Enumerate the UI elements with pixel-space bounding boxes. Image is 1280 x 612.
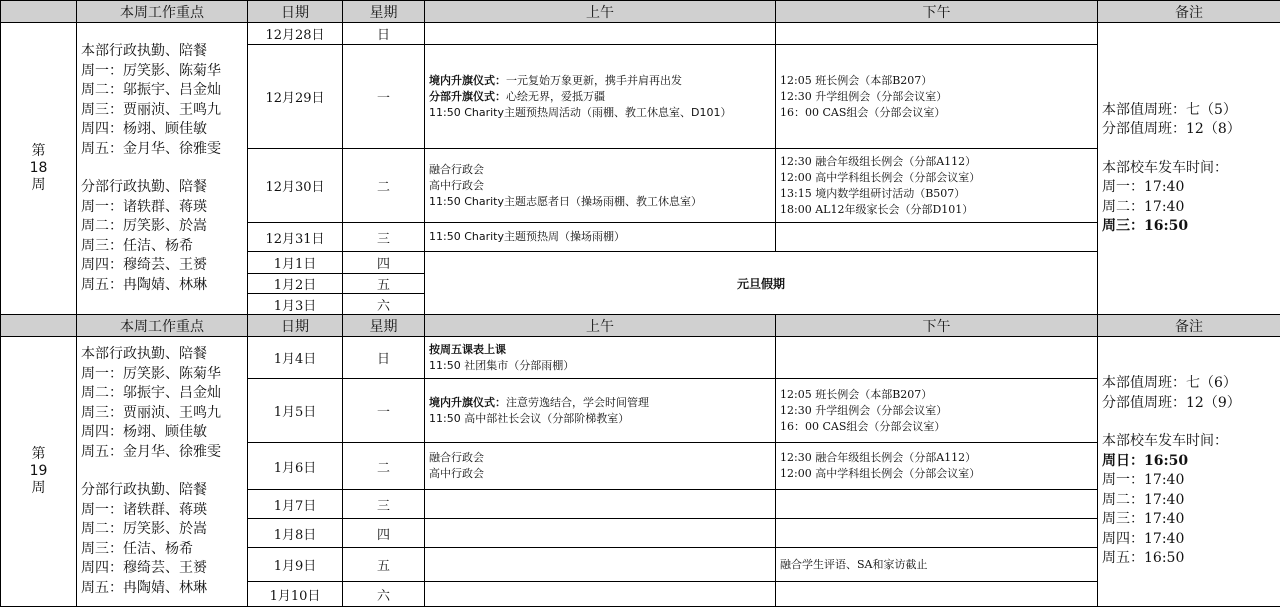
weekday-cell: 六 <box>343 294 425 315</box>
weekday-cell: 一 <box>343 379 425 443</box>
bus-time: 周二：17:40 <box>1102 198 1185 215</box>
am-item <box>429 358 775 374</box>
pm-cell <box>776 45 1098 149</box>
bus-time: 周日：16:50 <box>1102 452 1189 469</box>
date-cell: 1月6日 <box>248 443 343 490</box>
weekday-cell: 二 <box>343 149 425 223</box>
date-cell: 12月30日 <box>248 149 343 223</box>
am-item <box>429 229 775 245</box>
header-week <box>1 1 77 23</box>
header-notes: 备注 <box>1098 1 1280 23</box>
week-label-part: 周 <box>31 480 46 496</box>
weekday-cell: 日 <box>343 23 425 45</box>
weekday-cell: 五 <box>343 274 425 294</box>
date-cell: 1月1日 <box>248 252 343 274</box>
focus-main-duty: 周二：邬振宇、吕金灿 <box>81 82 221 98</box>
pm-item: 12:05 班长例会（本部B207） <box>780 387 933 401</box>
focus-gap <box>81 159 247 178</box>
duty-class-main: 本部值周班：七（5） <box>1102 101 1237 118</box>
pm-item: 12:00 高中学科组长例会（分部会议室） <box>780 170 981 184</box>
header-date: 日期 <box>248 1 343 23</box>
focus-branch-duty: 周五：冉陶婧、林琳 <box>81 276 207 293</box>
bus-time: 周五：16:50 <box>1102 550 1185 567</box>
focus-branch-duty: 周四：穆绮芸、王赟 <box>81 560 207 576</box>
bus-schedule-title: 本部校车发车时间： <box>1102 433 1228 450</box>
am-item-text: 心绘无界，爱抵万疆 <box>506 89 605 103</box>
focus-branch-duty: 周五：冉陶婧、林琳 <box>81 579 207 596</box>
weekday-cell: 四 <box>343 252 425 274</box>
weekday-cell: 六 <box>343 582 425 607</box>
am-cell <box>425 223 776 252</box>
week-label-part: 周 <box>31 177 46 193</box>
date-cell: 1月3日 <box>248 294 343 315</box>
am-item <box>429 395 775 411</box>
pm-cell <box>776 23 1098 45</box>
duty-class-branch: 分部值周班：12（9） <box>1102 394 1241 411</box>
pm-cell <box>776 223 1098 252</box>
header-weekday: 星期 <box>343 315 425 337</box>
week-label-part: 18 <box>29 160 48 176</box>
am-cell <box>425 548 776 582</box>
focus-branch-duty: 周二：厉笑影、於嵩 <box>81 521 207 537</box>
weekday-cell: 日 <box>343 337 425 379</box>
weekday-cell: 五 <box>343 548 425 582</box>
focus-main-duty: 周四：杨翊、顾佳敏 <box>81 424 207 440</box>
header-focus: 本周工作重点 <box>77 315 248 337</box>
pm-cell <box>776 582 1098 607</box>
focus-gap <box>81 462 247 481</box>
date-cell: 12月28日 <box>248 23 343 45</box>
pm-item: 12:30 升学组例会（分部会议室） <box>780 89 948 103</box>
focus-branch-duty: 周一：诸轶群、蒋瑛 <box>81 198 207 215</box>
pm-cell <box>776 149 1098 223</box>
am-cell <box>425 379 776 443</box>
am-item-title: 按周五课表上课 <box>429 342 506 356</box>
am-item-text: 注意劳逸结合，学会时间管理 <box>506 395 649 409</box>
focus-main-duty: 周三：贾丽浈、王鸣九 <box>81 404 221 421</box>
date-cell: 1月9日 <box>248 548 343 582</box>
notes-gap <box>1102 413 1280 432</box>
focus-branch-duty: 周二：厉笑影、於嵩 <box>81 218 207 234</box>
am-item-text: 11:50 Charity主题预热周活动（雨棚、教工休息室、D101） <box>429 105 732 119</box>
pm-cell <box>776 379 1098 443</box>
date-cell: 1月4日 <box>248 337 343 379</box>
pm-cell <box>776 490 1098 519</box>
pm-item: 13:15 境内数学组研讨活动（B507） <box>780 186 966 200</box>
am-item-text: 融合行政会 <box>429 451 484 464</box>
weekday-cell: 三 <box>343 223 425 252</box>
am-item-title: 境内升旗仪式： <box>429 395 506 409</box>
pm-cell <box>776 443 1098 490</box>
am-item-text: 融合行政会 <box>429 162 484 176</box>
header-am: 上午 <box>425 315 776 337</box>
focus-branch-duty: 周三：任洁、杨希 <box>81 540 193 557</box>
duty-class-main: 本部值周班：七（6） <box>1102 375 1237 392</box>
focus-branch-duty: 周一：诸轶群、蒋瑛 <box>81 501 207 518</box>
am-item <box>429 194 775 210</box>
am-item <box>429 89 775 105</box>
focus-cell <box>77 337 248 607</box>
am-item-text: 高中行政会 <box>429 467 484 480</box>
date-cell: 1月7日 <box>248 490 343 519</box>
header-row <box>1 315 1280 337</box>
weekday-cell: 一 <box>343 45 425 149</box>
pm-item: 16：00 CAS组会（分部会议室） <box>780 105 946 119</box>
am-item <box>429 162 775 178</box>
header-week <box>1 315 77 337</box>
focus-main-title: 本部行政执勤、陪餐 <box>81 346 207 362</box>
header-weekday: 星期 <box>343 1 425 23</box>
date-cell: 1月10日 <box>248 582 343 607</box>
date-cell: 12月31日 <box>248 223 343 252</box>
week-label-part: 第 <box>31 143 46 159</box>
am-item-text: 11:50 Charity主题预热周（操场雨棚） <box>429 230 625 243</box>
am-item-title: 境内升旗仪式： <box>429 73 506 87</box>
header-notes: 备注 <box>1098 315 1280 337</box>
duty-class-branch: 分部值周班：12（8） <box>1102 121 1241 137</box>
am-item-text: 11:50 社团集市（分部雨棚） <box>429 358 575 372</box>
am-item-text: 一元复始万象更新，携手并肩再出发 <box>506 73 682 87</box>
focus-branch-duty: 周四：穆绮芸、王赟 <box>81 257 207 273</box>
am-cell <box>425 490 776 519</box>
focus-main-duty: 周四：杨翊、顾佳敏 <box>81 121 207 137</box>
date-cell: 12月29日 <box>248 45 343 149</box>
pm-item: 12:30 升学组例会（分部会议室） <box>780 403 948 417</box>
bus-time: 周二：17:40 <box>1102 491 1185 508</box>
pm-cell <box>776 337 1098 379</box>
header-row <box>1 1 1280 23</box>
am-cell <box>425 582 776 607</box>
am-item <box>429 178 775 194</box>
am-item <box>429 466 775 482</box>
header-pm: 下午 <box>776 315 1098 337</box>
week-label-part: 19 <box>29 463 48 479</box>
header-date: 日期 <box>248 315 343 337</box>
week-label <box>1 23 77 315</box>
notes-cell <box>1098 337 1280 607</box>
focus-branch-title: 分部行政执勤、陪餐 <box>81 179 207 195</box>
am-cell <box>425 45 776 149</box>
focus-branch-duty: 周三：任洁、杨希 <box>81 237 193 254</box>
header-focus: 本周工作重点 <box>77 1 248 23</box>
day-row <box>1 23 1280 45</box>
am-item <box>429 450 775 466</box>
date-cell: 1月2日 <box>248 274 343 294</box>
bus-time: 周三：17:40 <box>1102 511 1185 528</box>
am-item-text: 11:50 高中部社长会议（分部阶梯教室） <box>429 411 630 425</box>
am-item <box>429 342 775 358</box>
holiday-cell: 元旦假期 <box>425 252 1098 315</box>
am-cell <box>425 23 776 45</box>
pm-item: 12:00 高中学科组长例会（分部会议室） <box>780 467 981 480</box>
focus-cell <box>77 23 248 315</box>
week-label <box>1 337 77 607</box>
bus-time: 周一：17:40 <box>1102 472 1185 489</box>
weekday-cell: 四 <box>343 519 425 548</box>
focus-branch-title: 分部行政执勤、陪餐 <box>81 482 207 498</box>
am-cell <box>425 149 776 223</box>
bus-time: 周三：16:50 <box>1102 218 1189 234</box>
focus-main-duty: 周二：邬振宇、吕金灿 <box>81 385 221 401</box>
am-item-title: 分部升旗仪式： <box>429 89 506 103</box>
bus-time: 周四：17:40 <box>1102 530 1185 547</box>
weekday-cell: 三 <box>343 490 425 519</box>
bus-schedule-title: 本部校车发车时间： <box>1102 159 1228 176</box>
am-cell <box>425 337 776 379</box>
pm-item: 12:30 融合年级组长例会（分部A112） <box>780 451 977 464</box>
pm-item: 16：00 CAS组会（分部会议室） <box>780 419 946 433</box>
day-row <box>1 337 1280 379</box>
focus-main-duty: 周三：贾丽浈、王鸣九 <box>81 101 221 118</box>
header-am: 上午 <box>425 1 776 23</box>
pm-cell <box>776 548 1098 582</box>
notes-gap <box>1102 140 1280 159</box>
focus-main-duty: 周一：厉笑影、陈菊华 <box>81 62 221 79</box>
date-cell: 1月8日 <box>248 519 343 548</box>
pm-item: 12:05 班长例会（本部B207） <box>780 73 933 87</box>
bus-time: 周一：17:40 <box>1102 179 1185 195</box>
pm-item: 融合学生评语、SA和家访截止 <box>780 557 928 571</box>
focus-main-duty: 周五：金月华、徐雅雯 <box>81 140 221 157</box>
pm-item: 12:30 融合年级组长例会（分部A112） <box>780 154 977 168</box>
am-item-text: 高中行政会 <box>429 178 484 192</box>
focus-main-duty: 周一：厉笑影、陈菊华 <box>81 365 221 382</box>
header-pm: 下午 <box>776 1 1098 23</box>
notes-cell <box>1098 23 1280 315</box>
focus-main-title: 本部行政执勤、陪餐 <box>81 43 207 59</box>
am-cell <box>425 519 776 548</box>
weekday-cell: 二 <box>343 443 425 490</box>
week-label-part: 第 <box>31 446 46 462</box>
date-cell: 1月5日 <box>248 379 343 443</box>
am-item <box>429 73 775 89</box>
pm-item: 18:00 AL12年级家长会（分部D101） <box>780 202 974 216</box>
am-cell <box>425 443 776 490</box>
pm-cell <box>776 519 1098 548</box>
am-item-text: 11:50 Charity主题志愿者日（操场雨棚、教工休息室） <box>429 194 702 208</box>
focus-main-duty: 周五：金月华、徐雅雯 <box>81 443 221 460</box>
am-item <box>429 105 775 121</box>
am-item <box>429 411 775 427</box>
